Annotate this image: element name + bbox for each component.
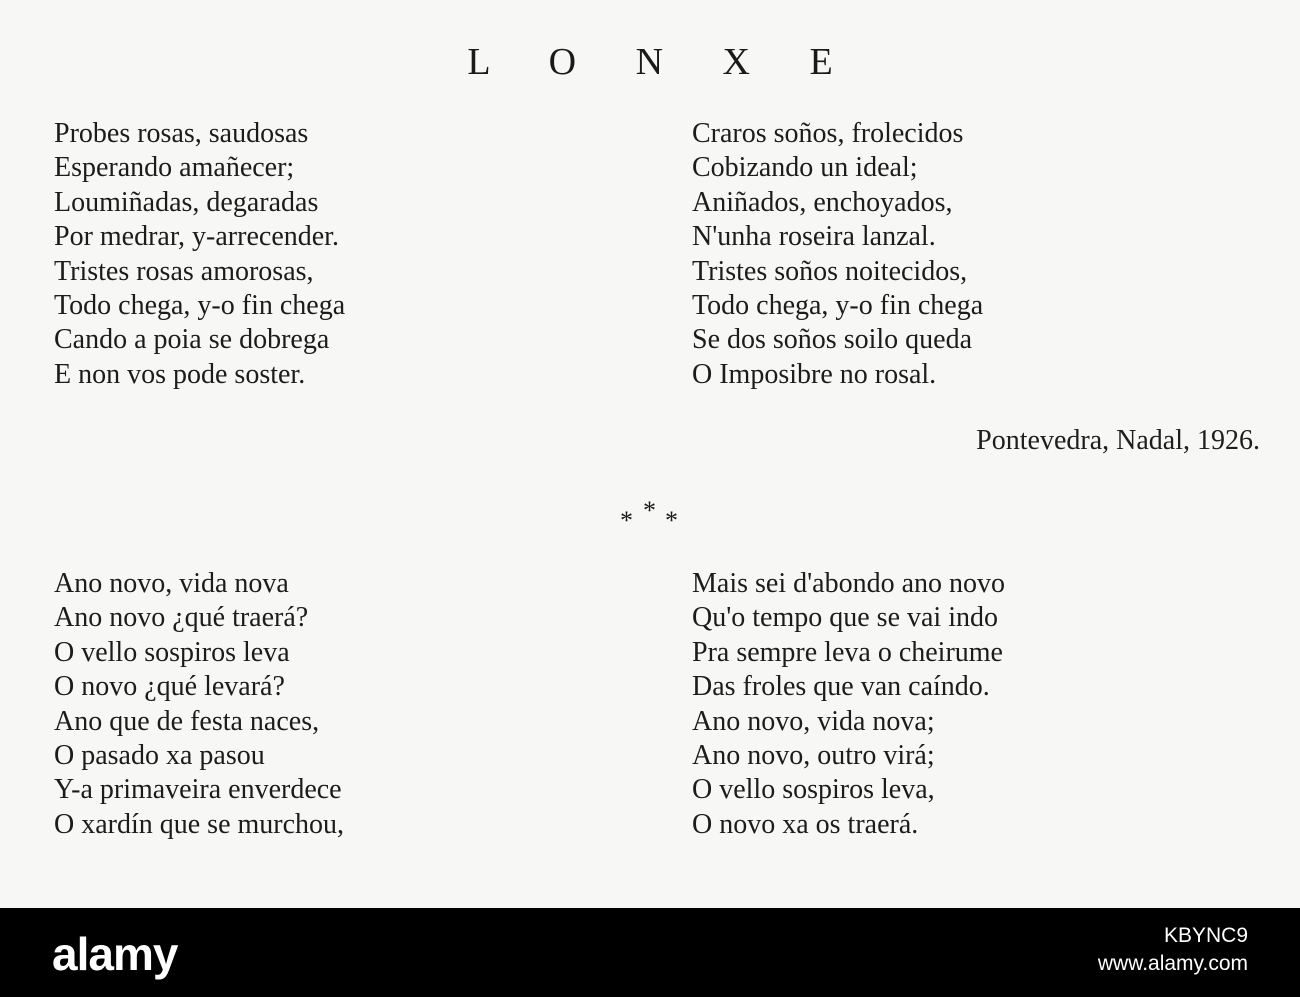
alamy-logo: alamy — [52, 928, 178, 980]
poem-line: O novo xa os traerá. — [692, 808, 919, 840]
dateline: Pontevedra, Nadal, 1926. — [976, 425, 1260, 456]
poem-title: L O N X E — [467, 41, 858, 83]
poem-line: Cobizando un ideal; — [692, 152, 918, 184]
watermark-footer — [0, 908, 1300, 997]
asterisk: * — [643, 496, 656, 525]
poem-line: Ano novo, outro virá; — [692, 740, 935, 772]
poem-line: Ano novo ¿qué traerá? — [54, 602, 309, 634]
asterisk: * — [620, 506, 633, 535]
stanza-4 — [692, 567, 1005, 842]
poem-line: Cando a poia se dobrega — [54, 324, 330, 356]
poem-line: Pra sempre leva o cheirume — [692, 636, 1003, 668]
poem-line: O Imposibre no rosal. — [692, 358, 937, 390]
poem-line: Ano que de festa naces, — [54, 705, 320, 737]
poem-line: Todo chega, y-o fin chega — [692, 290, 984, 322]
poem-line: Por medrar, y-arrecender. — [54, 221, 339, 253]
poem-line: Tristes rosas amorosas, — [54, 255, 314, 287]
poem-line: O pasado xa pasou — [54, 740, 265, 772]
stanza-1 — [54, 117, 345, 392]
poem-line: O xardín que se murchou, — [54, 808, 345, 840]
asterism-separator — [615, 496, 685, 536]
image-code: KBYNC9 — [1163, 924, 1248, 947]
poem-line: Mais sei d'abondo ano novo — [692, 568, 1006, 599]
poem-line: Ano novo, vida nova; — [692, 705, 935, 737]
poem-line: O vello sospiros leva, — [692, 774, 935, 806]
asterisk: * — [665, 506, 678, 535]
poem-line: E non vos pode soster. — [54, 358, 306, 390]
poem-line: Esperando amañecer; — [54, 152, 295, 184]
poem-line: O novo ¿qué levará? — [54, 671, 285, 703]
poem-line: Y-a primaveira enverdece — [54, 774, 342, 806]
poem-line: Ano novo, vida nova — [54, 568, 289, 599]
poem-line: Aniñados, enchoyados, — [692, 186, 953, 218]
poem-line: O vello sospiros leva — [54, 636, 290, 668]
poem-line: Qu'o tempo que se vai indo — [692, 602, 998, 634]
site-url: www.alamy.com — [1097, 952, 1248, 975]
poem-line: Se dos soños soilo queda — [692, 324, 972, 356]
stanza-3 — [54, 567, 344, 842]
poem-line: Loumiñadas, degaradas — [54, 186, 319, 218]
poem-line: Probes rosas, saudosas — [54, 118, 309, 149]
poem-line: Tristes soños noitecidos, — [692, 255, 968, 287]
image-id-block — [1098, 922, 1248, 978]
poem-line: N'unha roseira lanzal. — [692, 221, 936, 253]
poem-line: Craros soños, frolecidos — [692, 118, 964, 149]
stanza-2 — [692, 117, 983, 392]
poem-line: Todo chega, y-o fin chega — [54, 290, 346, 322]
poem-line: Das froles que van caíndo. — [692, 671, 990, 703]
